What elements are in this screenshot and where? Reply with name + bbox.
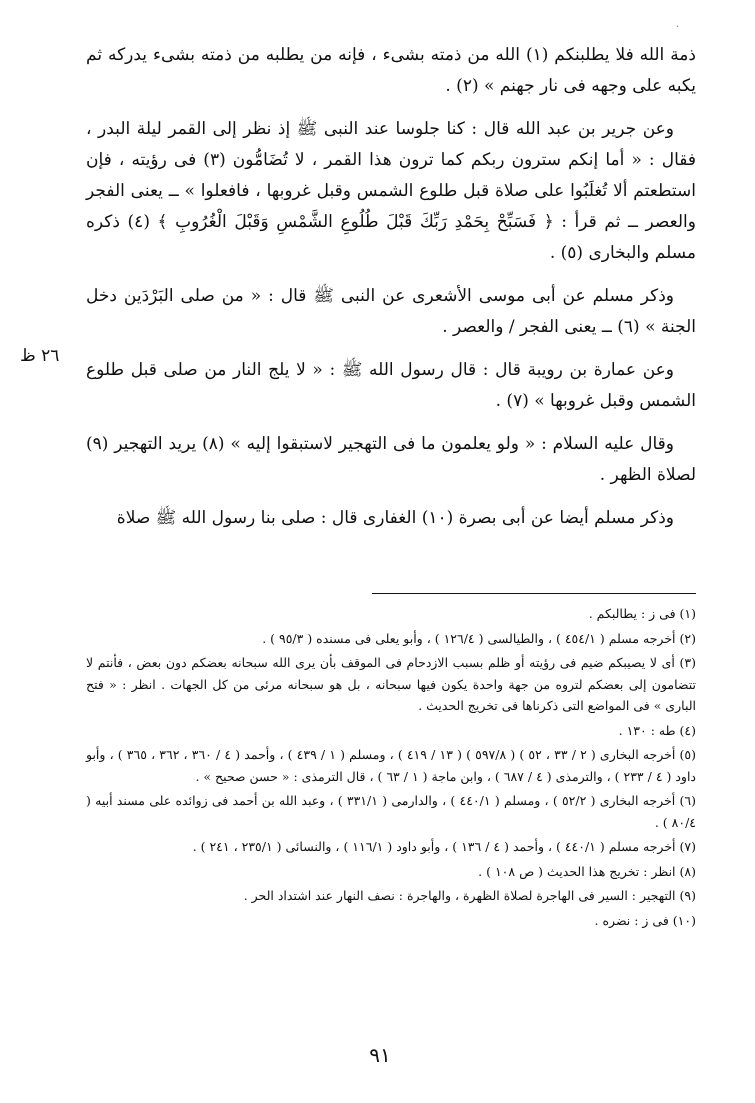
manuscript-folio-note: ٢٦ ظ [20, 346, 60, 366]
main-text [86, 40, 696, 546]
footnote-separator [372, 593, 696, 594]
paragraph-4: وعن عمارة بن رويبة قال : قال رسول الله ﷺ : « لا يلج النار من صلى قبل طلوع الشمس وقبل غروبها » (٧) . [86, 360, 696, 411]
page-number: ٩١ [369, 1043, 391, 1067]
footnote-8: (٨) انظر : تخريج هذا الحديث ( ص ١٠٨ ) . [478, 863, 696, 879]
footnotes [86, 603, 696, 934]
paragraph-5: وقال عليه السلام : « ولو يعلمون ما فى التهجير لاستبقوا إليه » (٨) يريد التهجير (٩) لصلاة الظهر . [86, 434, 696, 485]
footnote-4: (٤) طه : ١٣٠ . [618, 722, 696, 738]
footnote-6: (٦) أخرجه البخارى ( ٥٢/٢ ) ، ومسلم ( ٤٤٠/١ ) ، والدارمى ( ٣٣١/١ ) ، وعبد الله بن أحمد فى زوائده على مسند أبيه ( ٨٠/٤ ) . [86, 793, 696, 830]
footnote-1: (١) فى ز : يطالبكم . [588, 606, 696, 621]
footnote-7: (٧) أخرجه مسلم ( ٤٤٠/١ ) ، وأحمد ( ٤ / ١٣٦ ) ، وأبو داود ( ١١٦/١ ) ، والنسائى ( ٢٣٥/١ ، ٢٤١ ) . [192, 839, 696, 854]
footnote-5: (٥) أخرجه البخارى ( ٢ / ٣٣ ، ٥٢ ) ( ٥٩٧/٨ ) ( ١٣ / ٤١٩ ) ، ومسلم ( ١ / ٤٣٩ ) ، وأحمد ( ٤ / ٣٦٠ ، ٣٦٢ ، ٣٦٥ ) ، وأبو داود ( ٤ / ٢٣٣ ) ، والترمذى ( ٤ / ٦٨٧ ) ، وابن ماجة ( ١ / ٦٣ ) ، قال الترمذى : « حسن صحيح » . [86, 747, 696, 784]
paragraph-1: ذمة الله فلا يطلبنكم (١) الله من ذمته بشىء ، فإنه من يطلبه من ذمته بشىء يدركه ثم يكبه على وجهه فى نار جهنم » (٢) . [86, 45, 696, 96]
paragraph-3: وذكر مسلم عن أبى موسى الأشعرى عن النبى ﷺ قال : « من صلى البَرْدَين دخل الجنة » (٦) ــ يعنى الفجر / والعصر . [86, 286, 696, 337]
footnote-2: (٢) أخرجه مسلم ( ٤٥٤/١ ) ، والطيالسى ( ١٢٦/٤ ) ، وأبو يعلى فى مسنده ( ٩٥/٣ ) . [262, 630, 696, 646]
corner-mark: · [676, 22, 680, 33]
footnote-10: (١٠) فى ز : نضره . [594, 912, 696, 928]
footnote-3: (٣) أى لا يصيبكم ضيم فى رؤيته أو ظلم بسبب الازدحام فى الموقف بأن يرى الله سبحانه بعضكم دون بعض ، فأنتم لا تتضامون إلى بعضكم لتروه من جهة واحدة يكون فيها سبحانه ، بل هو سبحانه مرئى من كل الجهات . انظر : « فتح البارى » فى المواضع التى ذكرناها فى تخريج الحديث . [86, 655, 696, 713]
paragraph-6: وذكر مسلم أيضا عن أبى بصرة (١٠) الغفارى قال : صلى بنا رسول الله ﷺ صلاة [116, 508, 674, 528]
paragraph-2: وعن جرير بن عبد الله قال : كنا جلوسا عند النبى ﷺ إذ نظر إلى القمر ليلة البدر ، فقال : « أما إنكم سترون ربكم كما ترون هذا القمر ، لا تُضَامُّون (٣) فى رؤيته ، فإن استطعتم ألا تُغلَبُوا على صلاة قبل طلوع الشمس وقبل غروبها ، فافعلوا » ــ يعنى الفجر والعصر ــ ثم قرأ : ﴿ فَسَبِّحْ بِحَمْدِ رَبِّكَ قَبْلَ طُلُوعِ الشَّمْسِ وَقَبْلَ الْغُرُوبِ ﴾ (٤) ذكره مسلم والبخارى (٥) . [86, 119, 696, 263]
footnote-9: (٩) التهجير : السير فى الهاجرة لصلاة الظهرة ، والهاجرة : نصف النهار عند اشتداد الحر . [243, 888, 696, 903]
